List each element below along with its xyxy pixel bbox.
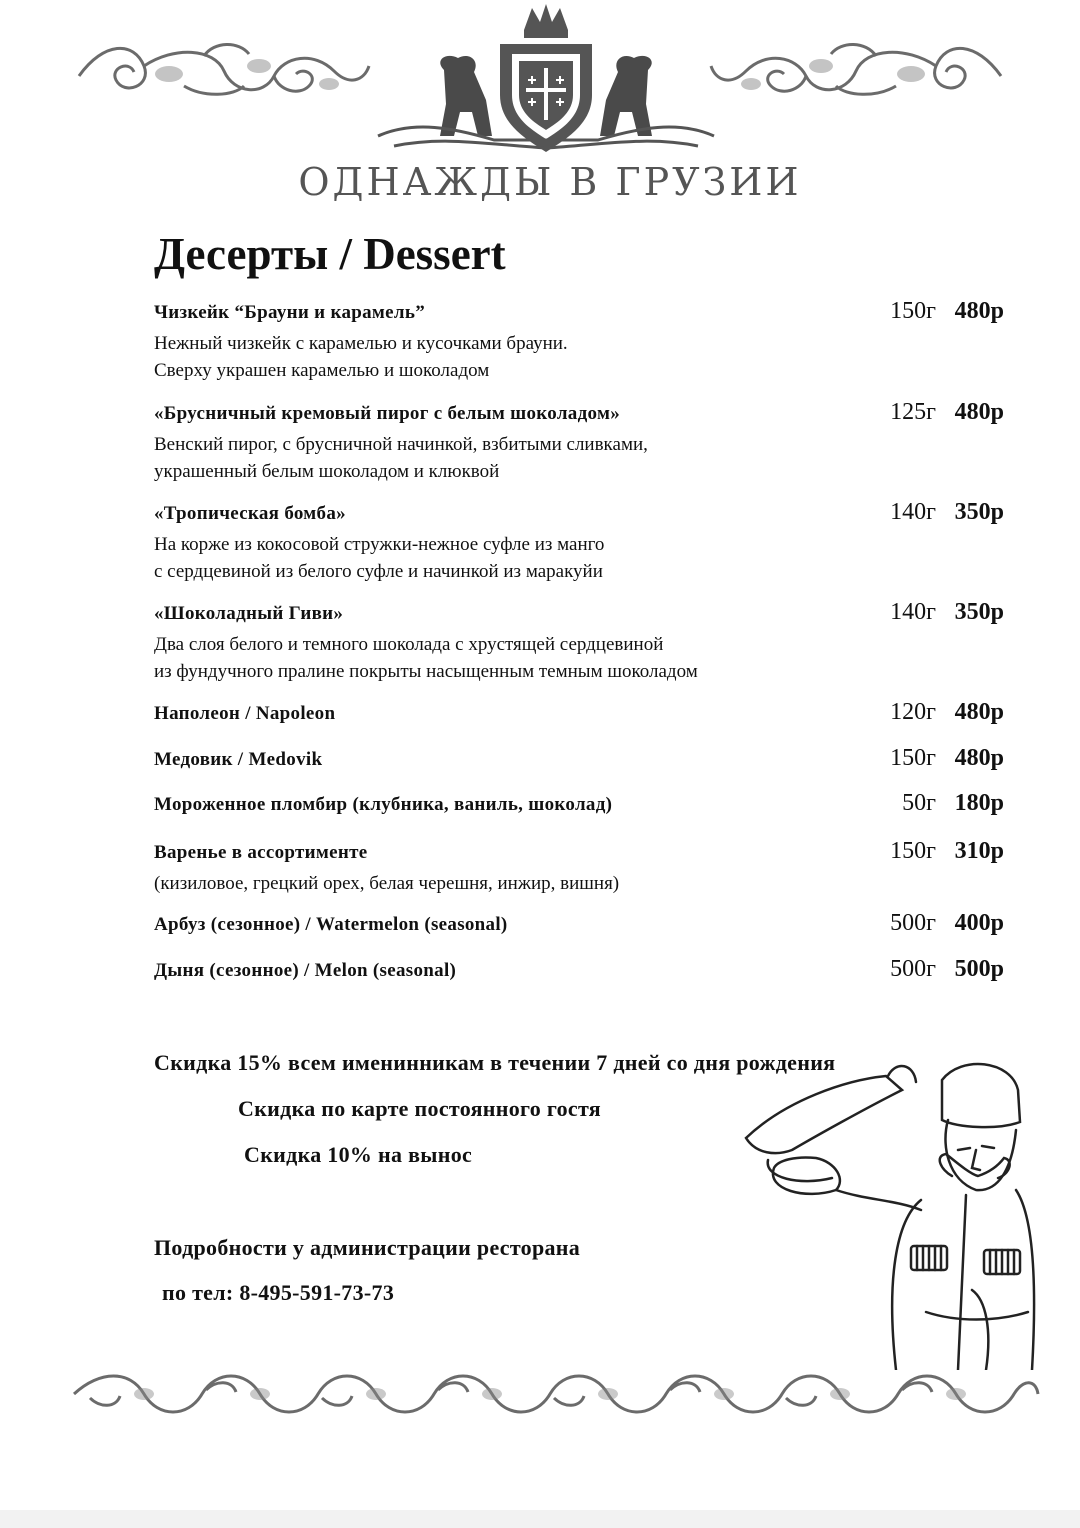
item-name-plain: (сезонное) / Melon (seasonal) xyxy=(209,960,457,981)
item-description: Сверху украшен карамелью и шоколадом xyxy=(154,360,490,381)
item-price: 350р xyxy=(954,599,1004,625)
item-name-plain: Napoleon xyxy=(255,703,336,724)
item-description: из фундучного пралине покрыты насыщенным темным шоколадом xyxy=(154,661,698,682)
item-name: Чизкейк “Брауни и карамель” xyxy=(154,302,425,323)
item-weight: 150г xyxy=(890,298,936,324)
menu-item xyxy=(154,910,1004,942)
menu-item xyxy=(154,599,1004,685)
item-name: Варенье в ассортименте xyxy=(154,842,368,863)
details-note: Подробности у администрации ресторана xyxy=(154,1235,581,1260)
item-name-plain: Medovik xyxy=(248,749,323,770)
item-name: Медовик / xyxy=(154,749,249,770)
item-description: Нежный чизкейк с карамелью и кусочками брауни. xyxy=(154,333,568,354)
coat-of-arms-icon xyxy=(374,0,718,160)
phone-number: по тел: 8-495-591-73-73 xyxy=(162,1280,395,1305)
item-description: (кизиловое, грецкий орех, белая черешня, инжир, вишня) xyxy=(154,873,620,894)
item-name-plain: (сезонное) / Watermelon (seasonal) xyxy=(210,914,508,935)
menu-item xyxy=(154,790,1004,822)
bottom-edge xyxy=(0,1510,1080,1528)
item-description: Два слоя белого и темного шоколада с хрустящей сердцевиной xyxy=(154,634,664,655)
item-name-plain: клубника, ваниль, шоколад) xyxy=(359,794,613,815)
item-name: Дыня xyxy=(154,960,210,981)
item-description: На корже из кокосовой стружки-нежное суфле из манго xyxy=(154,534,605,555)
item-weight: 140г xyxy=(890,599,936,625)
item-price: 310р xyxy=(954,838,1004,864)
item-weight: 125г xyxy=(890,399,936,425)
item-price: 500р xyxy=(954,956,1004,982)
item-name: «Тропическая бомба» xyxy=(154,503,346,524)
page-title: Десерты / Dessert xyxy=(154,229,506,279)
item-description: с сердцевиной из белого суфле и начинкой из маракуйи xyxy=(154,561,603,582)
ornament-top-right xyxy=(706,36,1006,106)
birthday-discount: Скидка 15% всем именинникам в течении 7 дней со дня рождения xyxy=(154,1050,836,1075)
item-name: Арбуз xyxy=(154,914,211,935)
item-weight: 500г xyxy=(890,956,936,982)
item-weight: 50г xyxy=(902,790,936,816)
menu-item xyxy=(154,699,1004,731)
loyalty-card-discount: Скидка по карте постоянного гостя xyxy=(238,1096,602,1121)
item-name: Мороженное пломбир ( xyxy=(154,794,360,815)
takeaway-discount: Скидка 10% на вынос xyxy=(244,1142,473,1167)
menu-item xyxy=(154,399,1004,485)
item-name: Наполеон / xyxy=(154,703,256,724)
menu-item xyxy=(154,745,1004,777)
menu-item xyxy=(154,298,1004,384)
ornament-bottom-border xyxy=(70,1368,1042,1420)
item-price: 180р xyxy=(954,790,1004,816)
item-name: «Брусничный кремовый пирог с белым шоколадом» xyxy=(154,403,621,424)
georgian-man-with-horn-icon xyxy=(736,1050,1036,1370)
item-price: 480р xyxy=(954,399,1004,425)
item-weight: 150г xyxy=(890,745,936,771)
item-description: Венский пирог, с брусничной начинкой, взбитыми сливками, xyxy=(154,434,648,455)
item-weight: 140г xyxy=(890,499,936,525)
item-price: 480р xyxy=(954,745,1004,771)
item-weight: 500г xyxy=(890,910,936,936)
item-price: 480р xyxy=(954,699,1004,725)
menu-item xyxy=(154,956,1004,988)
item-price: 350р xyxy=(954,499,1004,525)
ornament-top-left xyxy=(74,36,374,106)
item-description: украшенный белым шоколадом и клюквой xyxy=(154,461,500,482)
menu-item xyxy=(154,838,1004,897)
item-price: 480р xyxy=(954,298,1004,324)
item-name: «Шоколадный Гиви» xyxy=(154,603,344,624)
item-price: 400р xyxy=(954,910,1004,936)
restaurant-name: ОДНАЖДЫ В ГРУЗИИ xyxy=(298,160,802,204)
item-weight: 120г xyxy=(890,699,936,725)
item-weight: 150г xyxy=(890,838,936,864)
menu-item xyxy=(154,499,1004,585)
